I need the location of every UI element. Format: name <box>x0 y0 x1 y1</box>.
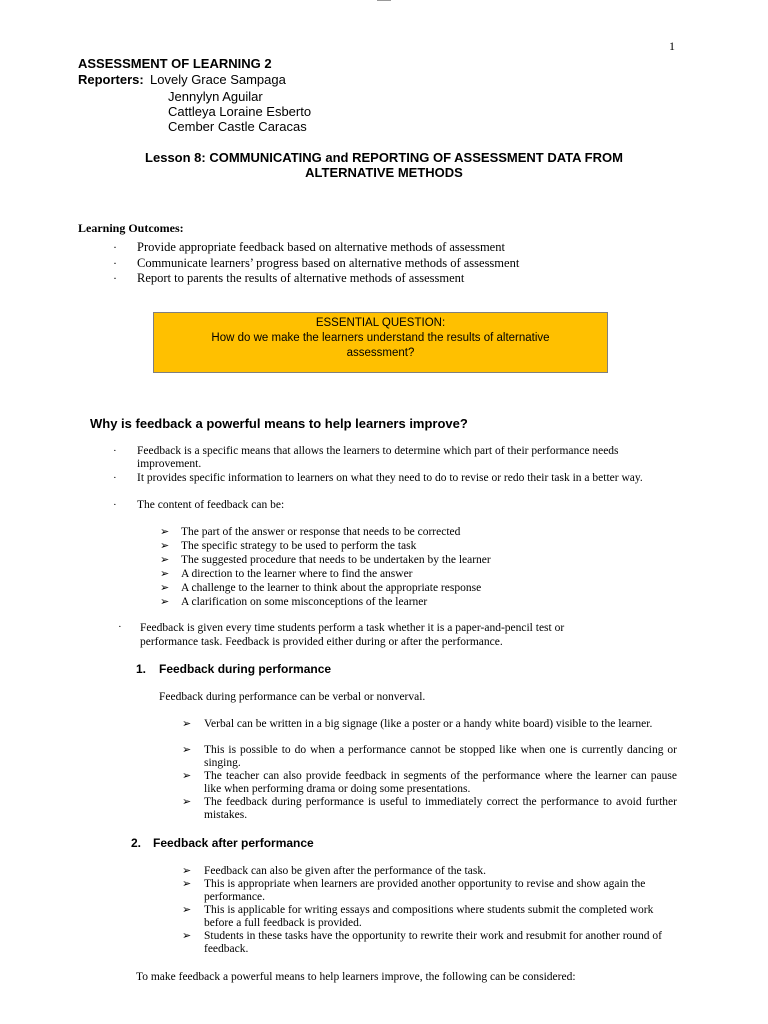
lesson-heading-line: ALTERNATIVE METHODS <box>305 165 463 180</box>
feedback-after-item: Feedback can also be given after the performance of the task. <box>204 865 486 877</box>
page-number: 1 <box>669 39 675 53</box>
bullet-icon: · <box>118 621 122 633</box>
feedback-content-item: The suggested procedure that needs to be undertaken by the learner <box>181 554 491 566</box>
feedback-after-item: Students in these tasks have the opportunity to rewrite their work and resubmit for another round of feedback. <box>204 930 662 955</box>
arrow-bullet-icon: ➢ <box>182 744 192 756</box>
feedback-during-item: This is possible to do when a performance cannot be stopped like when one is currently dancing or singing. <box>204 744 677 769</box>
arrow-bullet-icon: ➢ <box>182 770 192 782</box>
subsection-heading: Feedback after performance <box>153 836 314 850</box>
bullet-icon: · <box>113 240 117 254</box>
essential-question-box <box>153 312 608 373</box>
reporter-name: Jennylyn Aguilar <box>168 89 263 104</box>
learning-outcome-item: Communicate learners’ progress based on alternative methods of assessment <box>137 256 520 270</box>
page-top-mark <box>377 0 391 1</box>
feedback-during-item: Verbal can be written in a big signage (like a poster or a handy white board) visible to the learner. <box>204 718 653 730</box>
bullet-icon: · <box>113 256 117 270</box>
feedback-content-item: The specific strategy to be used to perform the task <box>181 540 417 552</box>
learning-outcome-item: Report to parents the results of alternative methods of assessment <box>137 271 465 285</box>
essential-question-text: assessment? <box>346 347 415 359</box>
arrow-bullet-icon: ➢ <box>160 526 170 538</box>
reporter-name: Cattleya Loraine Esberto <box>168 104 312 119</box>
feedback-timing-point <box>140 622 680 649</box>
arrow-bullet-icon: ➢ <box>160 554 170 566</box>
essential-question-text: How do we make the learners understand the results of alternative <box>211 332 550 344</box>
arrow-bullet-icon: ➢ <box>182 718 192 730</box>
subsection-heading: Feedback during performance <box>159 662 332 676</box>
arrow-bullet-icon: ➢ <box>182 878 192 890</box>
essential-question-label: ESSENTIAL QUESTION: <box>315 317 446 329</box>
bullet-icon: · <box>113 445 117 457</box>
arrow-bullet-icon: ➢ <box>182 930 192 942</box>
reporter-name: Lovely Grace Sampaga <box>150 72 286 87</box>
closing-paragraph: To make feedback a powerful means to help learners improve, the following can be considered: <box>136 971 576 983</box>
feedback-after-item: This is applicable for writing essays and compositions where students submit the completed work before a full feedback is provided. <box>204 904 654 929</box>
section-number: 2. <box>131 836 142 850</box>
feedback-point: The content of feedback can be: <box>137 499 285 511</box>
feedback-content-item: A challenge to the learner to think about the appropriate response <box>181 582 482 594</box>
document-title: ASSESSMENT OF LEARNING 2 <box>78 56 272 71</box>
bullet-icon: · <box>113 499 117 511</box>
feedback-after-item: This is appropriate when learners are provided another opportunity to revise and show again the performance. <box>204 878 646 903</box>
feedback-during-item: The teacher can also provide feedback in segments of the performance where the learner can pause like when performing drama or doing some presentations. <box>204 770 677 795</box>
section-number: 1. <box>136 662 147 676</box>
arrow-bullet-icon: ➢ <box>160 540 170 552</box>
learning-outcome-item: Provide appropriate feedback based on alternative methods of assessment <box>137 240 505 254</box>
arrow-bullet-icon: ➢ <box>160 568 170 580</box>
reporters-label: Reporters: <box>78 72 144 87</box>
arrow-bullet-icon: ➢ <box>182 796 192 808</box>
section-heading: Why is feedback a powerful means to help learners improve? <box>90 416 468 431</box>
lesson-heading-line: Lesson 8: COMMUNICATING and REPORTING OF ASSESSMENT DATA FROM <box>145 150 623 165</box>
arrow-bullet-icon: ➢ <box>182 904 192 916</box>
learning-outcomes-heading: Learning Outcomes: <box>78 221 184 235</box>
feedback-point: Feedback is a specific means that allows the learners to determine which part of their performance needs improvement. <box>137 445 619 470</box>
feedback-timing-line: Feedback is given every time students perform a task whether it is a paper-and-pencil test or <box>140 622 565 634</box>
feedback-content-item: The part of the answer or response that needs to be corrected <box>181 526 461 538</box>
feedback-content-item: A direction to the learner where to find the answer <box>181 568 413 580</box>
bullet-icon: · <box>113 271 117 285</box>
reporter-name: Cember Castle Caracas <box>168 119 307 134</box>
subsection-intro: Feedback during performance can be verbal or nonverval. <box>159 691 426 703</box>
feedback-timing-line: performance task. Feedback is provided either during or after the performance. <box>140 635 503 648</box>
feedback-content-item: A clarification on some misconceptions of the learner <box>181 596 428 608</box>
arrow-bullet-icon: ➢ <box>182 865 192 877</box>
arrow-bullet-icon: ➢ <box>160 596 170 608</box>
feedback-during-item: The feedback during performance is useful to immediately correct the performance to avoid further mistakes. <box>204 796 677 821</box>
lesson-heading <box>78 150 690 180</box>
feedback-point: It provides specific information to learners on what they need to do to revise or redo their task in a better way. <box>137 472 643 484</box>
bullet-icon: · <box>113 472 117 484</box>
arrow-bullet-icon: ➢ <box>160 582 170 594</box>
